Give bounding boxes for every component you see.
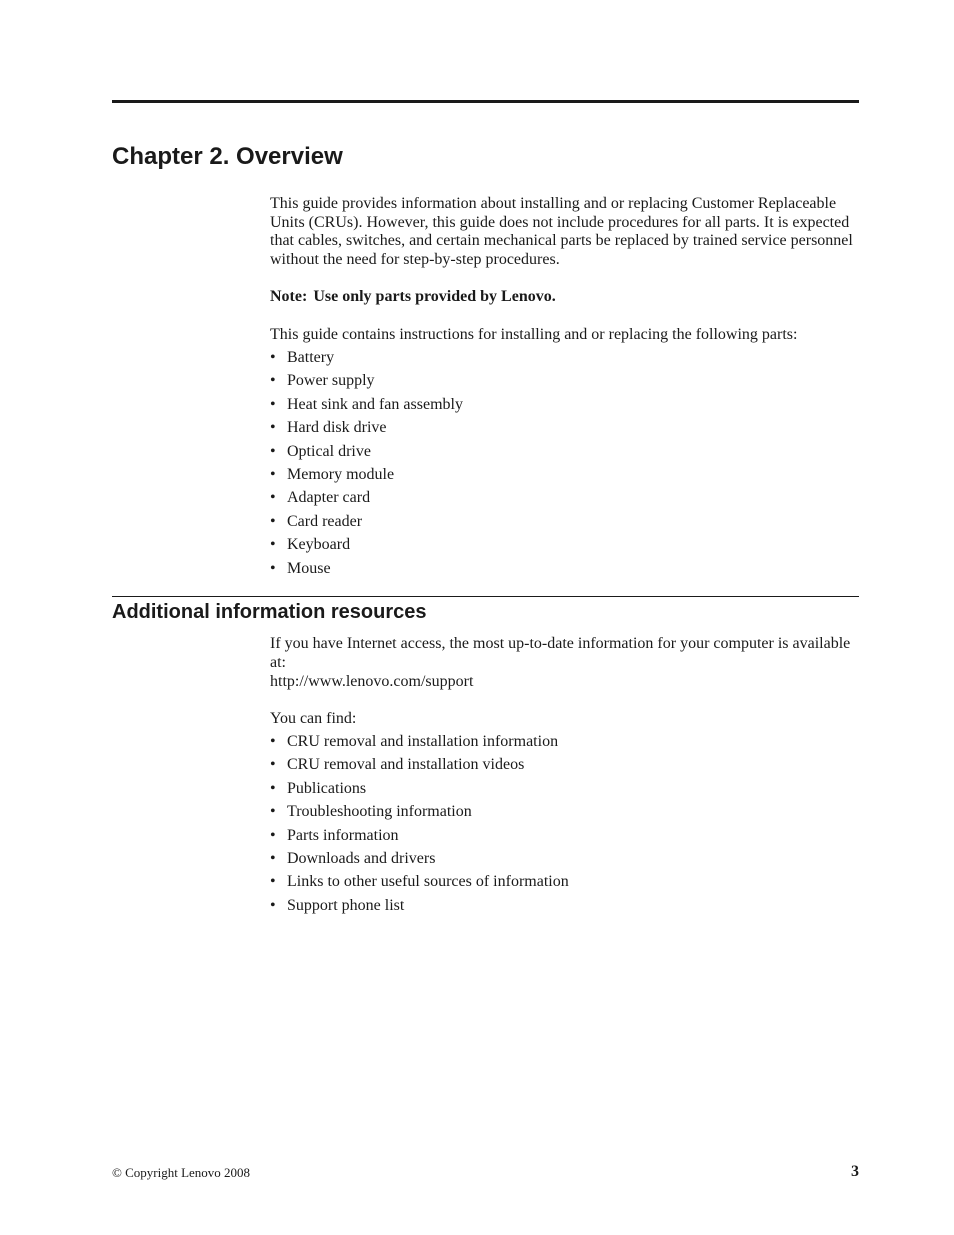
list-item-text: Optical drive: [287, 442, 371, 460]
list-item-text: Parts information: [287, 826, 399, 844]
list-item-text: Card reader: [287, 512, 363, 530]
list-item: [270, 777, 569, 800]
bullet-icon: •: [270, 372, 276, 390]
bullet-icon: •: [270, 826, 276, 844]
list-item: [270, 346, 463, 369]
list-item: [270, 440, 463, 463]
bullet-icon: •: [270, 873, 276, 891]
list-item: [270, 416, 463, 439]
bullet-icon: •: [270, 442, 276, 460]
list-item-text: Memory module: [287, 465, 395, 483]
bullet-icon: •: [270, 849, 276, 867]
list-item-text: Keyboard: [287, 536, 351, 554]
list-item: [270, 800, 569, 823]
bullet-icon: •: [270, 395, 276, 413]
list-item-text: Adapter card: [287, 489, 371, 507]
list-item: [270, 463, 463, 486]
list-item-text: Battery: [287, 349, 335, 366]
bullet-icon: •: [270, 489, 276, 507]
resources-paragraph: If you have Internet access, the most up-to-date information for your computer is available at:: [270, 635, 851, 671]
list-item: [270, 486, 463, 509]
overview-paragraph: This guide provides information about installing and or replacing Customer Replaceable Units (CRUs). However, this guide does not include procedures for all parts. It is expected that cables, switches, and certain mechanical parts be replaced by trained service personnel without the need for step-by-step procedures.: [270, 195, 853, 268]
list-item: [270, 510, 463, 533]
parts-intro: This guide contains instructions for installing and or replacing the following parts:: [270, 326, 798, 343]
section-rule: [112, 596, 859, 597]
list-item-text: Mouse: [287, 559, 331, 577]
resources-list: [270, 730, 569, 917]
bullet-icon: •: [270, 559, 276, 577]
bullet-icon: •: [270, 896, 276, 914]
find-intro: You can find:: [270, 710, 357, 727]
note-label: Note:: [270, 288, 308, 305]
list-item: [270, 730, 569, 753]
list-item-text: Heat sink and fan assembly: [287, 395, 463, 413]
bullet-icon: •: [270, 803, 276, 821]
note-text: Use only parts provided by Lenovo.: [313, 288, 556, 305]
bullet-icon: •: [270, 465, 276, 483]
list-item-text: CRU removal and installation videos: [287, 756, 525, 774]
support-url: http://www.lenovo.com/support: [270, 673, 474, 690]
list-item: [270, 393, 463, 416]
list-item-text: Power supply: [287, 372, 375, 390]
bullet-icon: •: [270, 419, 276, 437]
list-item-text: Hard disk drive: [287, 419, 387, 437]
bullet-icon: •: [270, 536, 276, 554]
list-item-text: Troubleshooting information: [287, 803, 472, 821]
footer-copyright: © Copyright Lenovo 2008: [112, 1165, 251, 1180]
list-item-text: Support phone list: [287, 896, 405, 914]
list-item-text: Links to other useful sources of information: [287, 873, 569, 891]
bullet-icon: •: [270, 512, 276, 530]
page-number: 3: [851, 1163, 859, 1180]
chapter-title: Chapter 2. Overview: [112, 143, 343, 170]
section-title: Additional information resources: [112, 601, 427, 623]
list-item: [270, 557, 463, 580]
bullet-icon: •: [270, 779, 276, 797]
list-item: [270, 533, 463, 556]
list-item-text: Publications: [287, 779, 367, 797]
parts-list: [270, 346, 463, 580]
note: [270, 288, 860, 307]
bullet-icon: •: [270, 756, 276, 774]
list-item: [270, 847, 569, 870]
bullet-icon: •: [270, 349, 276, 366]
list-item: [270, 870, 569, 893]
list-item-text: CRU removal and installation information: [287, 733, 559, 750]
list-item: [270, 894, 569, 917]
chapter-top-rule: [112, 100, 859, 103]
list-item-text: Downloads and drivers: [287, 849, 436, 867]
bullet-icon: •: [270, 733, 276, 750]
list-item: [270, 753, 569, 776]
list-item: [270, 369, 463, 392]
list-item: [270, 824, 569, 847]
